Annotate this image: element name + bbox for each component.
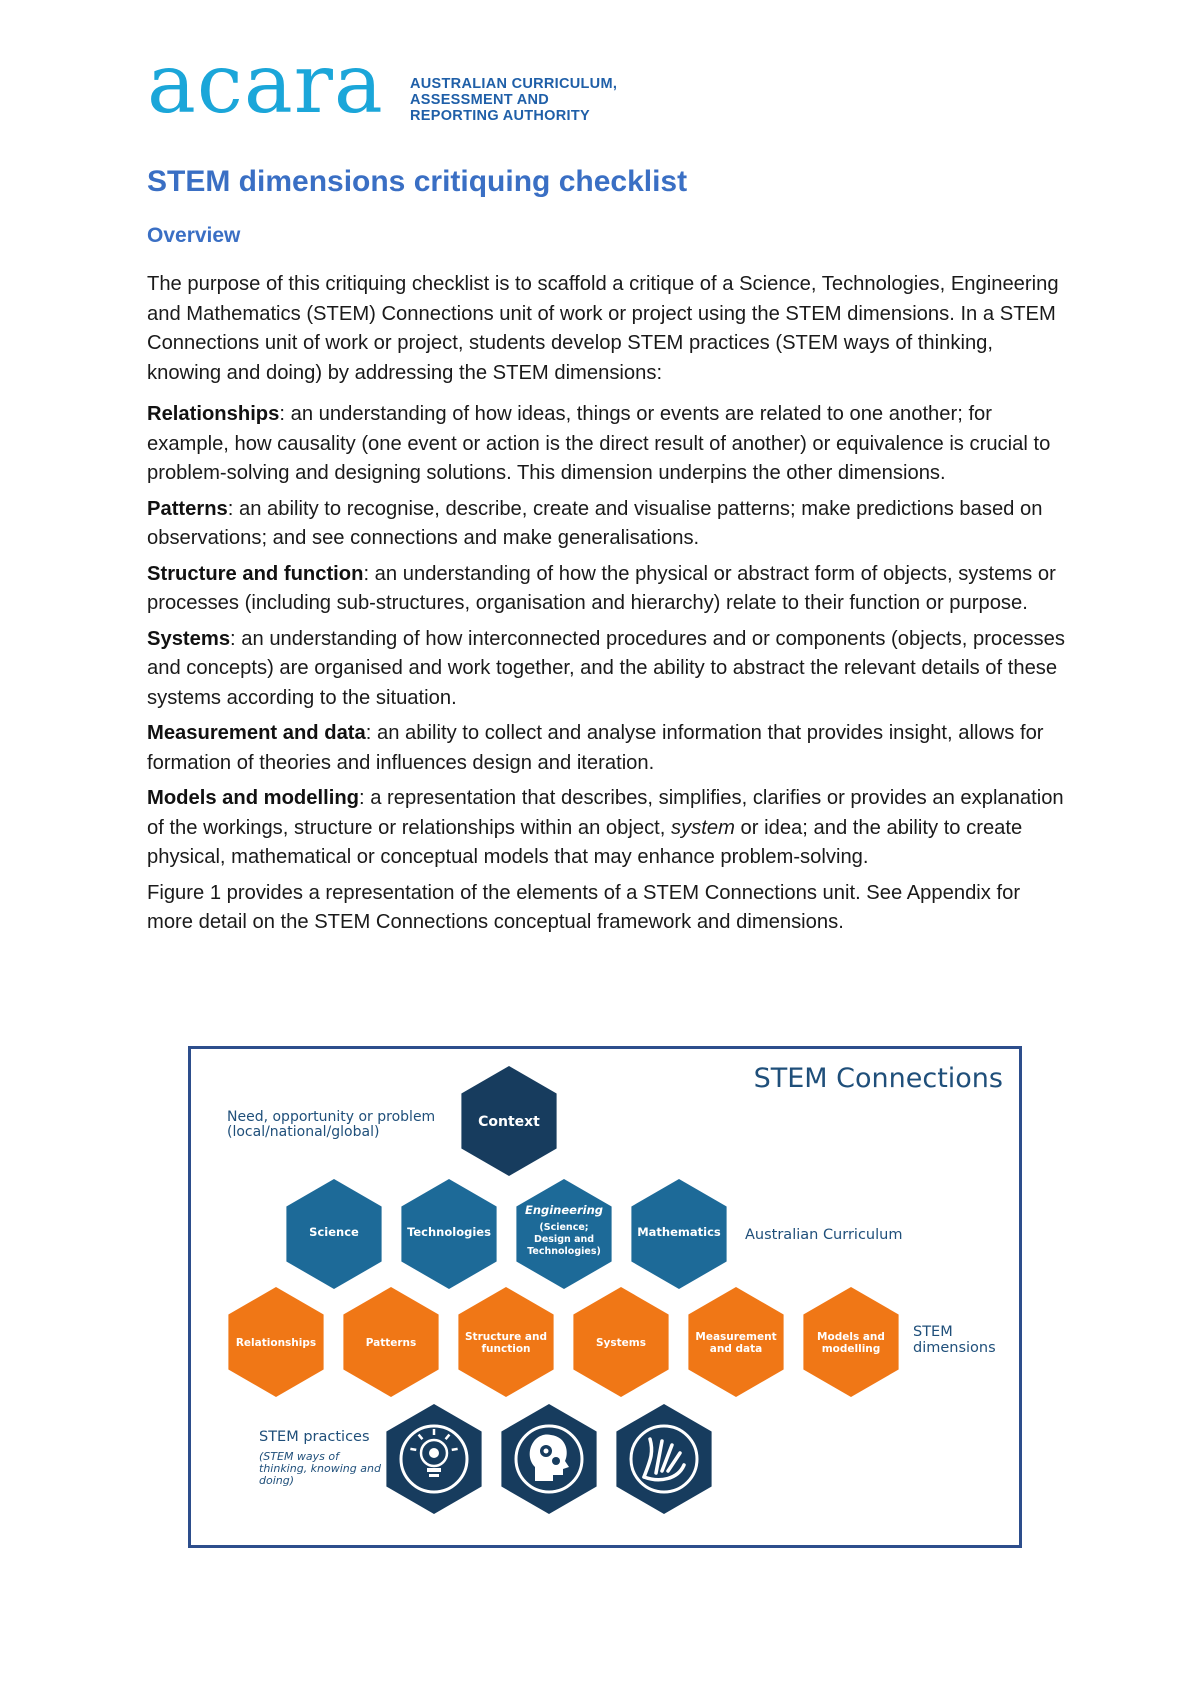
bulb-base-icon [429,1474,439,1477]
gear-hub-icon [544,1449,549,1454]
page-title: STEM dimensions critiquing checklist [147,165,688,198]
light-ray-icon [452,1449,458,1450]
bulb-base-icon [427,1468,441,1472]
curriculum-label: Technologies [407,1225,491,1239]
dimension-hex-label: Structure and [465,1331,547,1343]
figure-note: Figure 1 provides a representation of the elements of a STEM Connections unit. See Appendix for more detail on the STEM Connections conceptual framework and dimensions. [147,881,1021,933]
logo-subtitle-line: REPORTING AUTHORITY [410,108,590,124]
practices-sub-label: doing) [259,1474,295,1487]
dimension-term: Structure and function [147,562,364,585]
dimension-hex-label: Models and [817,1331,885,1343]
diagram-title: STEM Connections [753,1063,1003,1094]
dimension-paragraph-relationships [147,400,1067,489]
dimension-paragraph-structure [147,560,1067,619]
acara-logo [147,37,667,132]
curriculum-label: Science [309,1225,359,1239]
dimensions-side-label: dimensions [913,1340,996,1356]
stem-connections-diagram [191,1049,1019,1545]
dimension-term: Models and modelling [147,787,359,809]
curriculum-side-label: Australian Curriculum [745,1227,903,1243]
light-ray-icon [410,1449,416,1450]
dimension-hex-label: Measurement [695,1331,777,1343]
dimension-desc: or idea; and the ability to create physical, mathematical or conceptual models that may enhance problem-solving. [147,816,1023,868]
section-heading-overview: Overview [147,224,241,247]
dimension-paragraph-models [147,784,1067,873]
curriculum-sub-label: Design and [533,1234,595,1245]
dimensions-side-label: STEM [913,1324,953,1340]
need-label: Need, opportunity or problem [227,1109,436,1125]
intro-paragraph: The purpose of this critiquing checklist is to scaffold a critique of a Science, Technologies, Engineering and Mathematics (STEM) Connections unit of work or project using the STEM dimensions. In a STEM Connections unit of work or project, students develop STEM practices (STEM ways of thinking, knowing and doing) by addressing the STEM dimensions: [147,273,1059,384]
dimension-desc: : a representation that describes, simplifies, clarifies or provides an explanation of the workings, structure or relationships within an object, [147,787,1064,839]
logo-subtitle-line: AUSTRALIAN CURRICULUM, [410,76,618,92]
dimension-term: Patterns [147,497,228,520]
context-label: Context [478,1114,540,1130]
dimension-term: Relationships [147,403,280,425]
dimension-hex-label: Relationships [235,1337,317,1349]
dimension-hex-label: modelling [821,1343,881,1355]
practices-label: STEM practices [259,1429,370,1445]
dimension-desc: : an ability to recognise, describe, create and visualise patterns; make predictions based on observations; and see connections and make generalisations. [147,497,1043,549]
curriculum-label: Engineering [524,1203,604,1217]
dimension-paragraph-patterns [147,495,1067,554]
curriculum-sub-label: Technologies) [527,1246,601,1257]
dimension-desc: : an understanding of how ideas, things or events are related to one another; for example, how causality (one event or action is the direct result of another) or equivalence is crucial to problem-solving and designing solutions. This dimension underpins the other dimensions. [147,403,1051,484]
gear-icon [552,1457,560,1465]
curriculum-sub-label: (Science; [539,1222,589,1233]
practices-sub-label: (STEM ways of [259,1450,340,1463]
dimension-desc: : an understanding of how interconnected procedures and or components (objects, processes and concepts) are organised and work together, and the ability to abstract the relevant details of these systems according to the situation. [147,627,1065,709]
dimension-desc: : an ability to collect and analyse information that provides insight, allows for formation of theories and influences design and iteration. [147,722,1044,774]
dimension-hex-label: Patterns [365,1337,417,1349]
logo-subtitle-line: ASSESSMENT AND [410,92,550,108]
gear-hub-icon [429,1448,439,1458]
dimension-hex-label: Systems [596,1337,646,1349]
dimension-paragraph-systems [147,625,1067,714]
dimension-term: Systems [147,627,231,650]
need-label: (local/national/global) [227,1124,380,1140]
stem-connections-figure [188,1046,1022,1548]
logo-wordmark: acara [147,37,384,132]
practices-sub-label: thinking, knowing and [259,1462,381,1475]
logo-subtitle [410,76,617,124]
document-body [147,270,1067,944]
curriculum-label: Mathematics [637,1225,721,1239]
dimension-hex-label: and data [709,1343,763,1355]
dimension-paragraph-measurement [147,719,1067,778]
dimension-desc-italic: system [671,816,735,839]
dimension-term: Measurement and data [147,722,366,744]
dimension-desc: : an understanding of how the physical or abstract form of objects, systems or processes (including sub-structures, organisation and hierarchy) relate to their function or purpose. [147,562,1056,614]
dimension-hex-label: function [481,1343,531,1355]
